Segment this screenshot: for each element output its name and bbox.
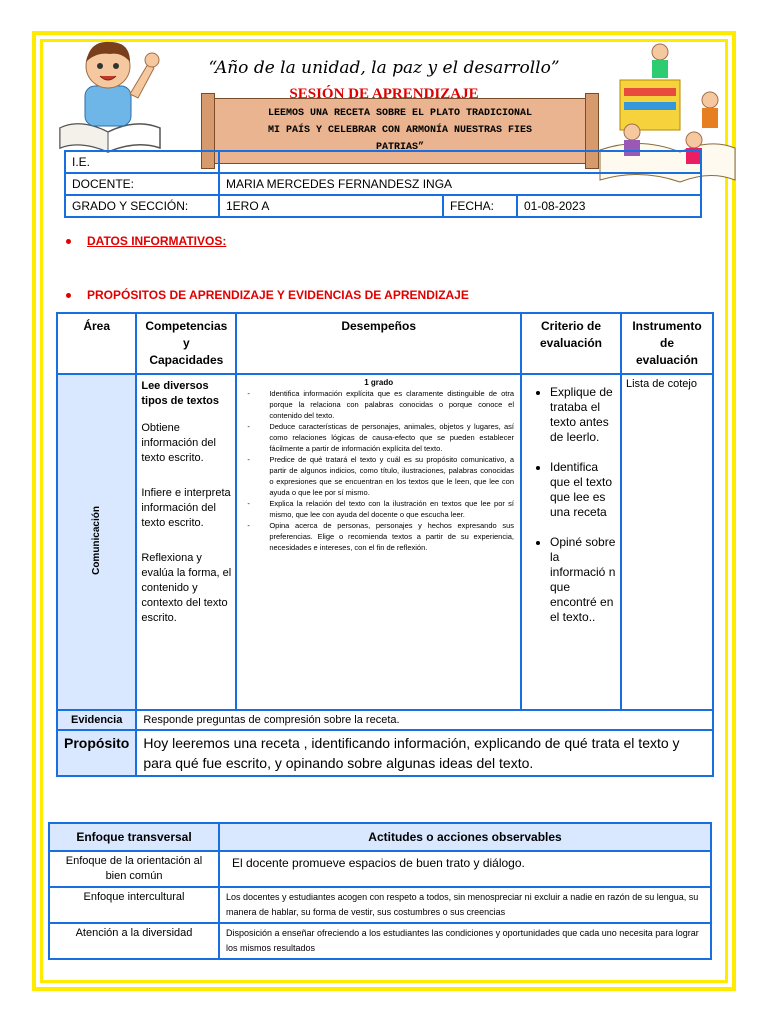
capacidad-3: Reflexiona y evalúa la forma, el contenido y contexto del texto escrito. (141, 552, 232, 624)
evidencia-value: Responde preguntas de compresión sobre la receta. (136, 710, 713, 730)
enfoque-name: Enfoque intercultural (49, 887, 219, 923)
motto-text: “Año de la unidad, la paz y el desarrollo” (208, 58, 560, 78)
criterio-cell (521, 374, 621, 710)
bullet-icon (66, 239, 71, 244)
area-header: Área (57, 313, 136, 374)
datos-heading: DATOS INFORMATIVOS: (66, 234, 226, 248)
docente-value: MARIA MERCEDES FERNANDESZ INGA (219, 173, 701, 195)
enfoque-row (49, 923, 711, 959)
proposito-row (57, 730, 713, 776)
instrumento-header: Instrumento de evaluación (621, 313, 713, 374)
banner-line-2: MI PAÍS Y CELEBRAR CON ARMONÍA NUESTRAS FIES (267, 125, 533, 136)
enfoque-row (49, 887, 711, 923)
banner-line-3: PATRIAS” (375, 142, 424, 153)
info-table (64, 150, 702, 218)
enfoque-accion: El docente promueve espacios de buen trato y diálogo. (219, 851, 711, 887)
docente-label: DOCENTE: (65, 173, 219, 195)
capacidad-2: Infiere e interpreta información del texto escrito. (141, 487, 231, 529)
competencia-text: Lee diversos tipos de textos (141, 380, 219, 407)
proposito-value: Hoy leeremos una receta , identificando información, explicando de qué trata el texto y para qué fue escrito, y opinando sobre algunas ideas del texto. (136, 730, 713, 776)
evidencia-row (57, 710, 713, 730)
enfoque-name: Atención a la diversidad (49, 923, 219, 959)
bullet-icon (66, 293, 71, 298)
competencias-cell (136, 374, 236, 710)
grado-value: 1ERO A (219, 195, 443, 217)
banner-line-1: LEEMOS UNA RECETA SOBRE EL PLATO TRADICIONAL (267, 108, 533, 119)
capacidad-1: Obtiene información del texto escrito. (141, 422, 216, 464)
header-row (57, 313, 713, 374)
desempeno-1: - Identifica información explícita que es claramente distinguible de otra porque la relaciona con palabras conocidas o porque conoce el contenido del texto. (269, 388, 514, 421)
grado-label: 1 grado (364, 378, 394, 387)
ie-value (219, 151, 701, 173)
enfoque-row (49, 851, 711, 887)
instrumento-cell: Lista de cotejo (621, 374, 713, 710)
competencias-header: Competencias y Capacidades (136, 313, 236, 374)
enfoque-accion: Los docentes y estudiantes acogen con respeto a todos, sin menospreciar ni excluir a nadie en razón de su lengua, su manera de hablar, su forma de vestir, sus costumbres o sus creencias (219, 887, 711, 923)
enfoque-table (48, 822, 712, 960)
enfoque-header-row (49, 823, 711, 851)
desempenos-cell (236, 374, 521, 710)
desempeno-2: - Deduce características de personajes, animales, objetos y lugares, así como relaciones lógicas de causa-efecto que se pueden establecer fácilmente a partir de información explícita del texto. (269, 421, 514, 454)
enfoque-header: Enfoque transversal (49, 823, 219, 851)
desempeno-4: - Explica la relación del texto con la ilustración en textos que lee por sí mismo, que lee con ayuda del docente o que escucha leer. (269, 498, 514, 520)
enfoque-name: Enfoque de la orientación al bien común (49, 851, 219, 887)
criterio-3: • Opiné sobre la informació n que encontré en el texto.. (550, 535, 616, 625)
area-value: Comunicación (91, 506, 103, 575)
criterio-1: • Explique de trataba el texto antes de leerlo. (550, 385, 616, 445)
criterio-header: Criterio de evaluación (521, 313, 621, 374)
area-cell (57, 374, 136, 710)
desempenos-header: Desempeños (236, 313, 521, 374)
learning-table (56, 312, 714, 777)
content-row (57, 374, 713, 710)
ie-label: I.E. (65, 151, 219, 173)
criterio-2: • Identifica que el texto que lee es una receta (550, 460, 616, 520)
grado-label: GRADO Y SECCIÓN: (65, 195, 219, 217)
acciones-header: Actitudes o acciones observables (219, 823, 711, 851)
fecha-label: FECHA: (443, 195, 517, 217)
propositos-heading: PROPÓSITOS DE APRENDIZAJE Y EVIDENCIAS DE APRENDIZAJE (66, 288, 469, 302)
session-title: SESIÓN DE APRENDIZAJE (289, 86, 479, 102)
desempeno-5: - Opina acerca de personas, personajes y hechos expresando sus preferencias. Elige o recomienda textos a partir de su experiencia, necesidades e intereses, con el fin de reflexión. (269, 520, 514, 553)
fecha-value: 01-08-2023 (517, 195, 701, 217)
desempeno-3: - Predice de qué tratará el texto y cuál es su propósito comunicativo, a partir de algunos indicios, como título, ilustraciones, palabras conocidas o expresiones que se encuentran en los textos que le leen, que lee con ayuda o que lee por sí mismo. (269, 454, 514, 498)
evidencia-label: Evidencia (57, 710, 136, 730)
proposito-label: Propósito (57, 730, 136, 776)
enfoque-accion: Disposición a enseñar ofreciendo a los estudiantes las condiciones y oportunidades que cada uno necesita para lograr los mismos resultados (219, 923, 711, 959)
